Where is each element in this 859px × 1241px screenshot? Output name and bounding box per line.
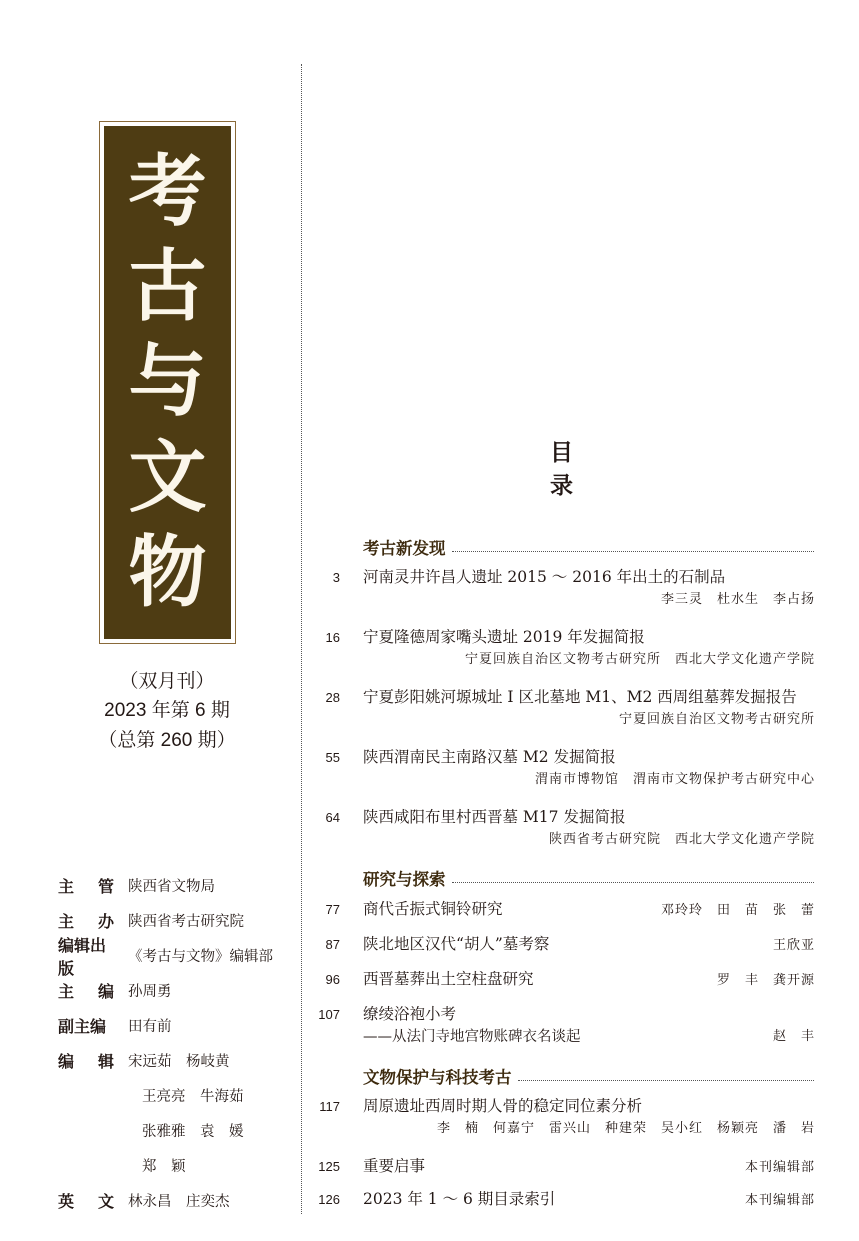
publication-frequency: （双月刊）: [119, 670, 215, 692]
article-title[interactable]: 西晋墓葬出土空柱盘研究: [363, 970, 534, 988]
staff-row: [58, 1113, 298, 1148]
article-author: 宁夏回族自治区文物考古研究所: [618, 712, 815, 727]
staff-role: 主 办: [58, 912, 114, 931]
article-title[interactable]: 宁夏隆德周家嘴头遗址 2019 年发掘简报: [363, 628, 645, 646]
section-heading: 研究与探索: [363, 866, 814, 890]
article-title[interactable]: 2023 年 1 ～ 6 期目录索引: [363, 1190, 556, 1208]
page-number: 87: [325, 937, 340, 952]
staff-row: [58, 1043, 298, 1078]
article-author: 宁夏回族自治区文物考古研究所 西北大学文化遗产学院: [464, 652, 815, 667]
staff-row: [58, 935, 298, 978]
article-author: 本刊编辑部: [744, 1160, 815, 1175]
toc-entry[interactable]: [300, 625, 815, 671]
article-title[interactable]: 陕西渭南民主南路汉墓 M2 发掘简报: [363, 748, 616, 766]
article-author: 本刊编辑部: [744, 1193, 815, 1208]
article-author: 王欣亚: [772, 938, 815, 953]
staff-row: [58, 1008, 298, 1043]
article-author: 陕西省考古研究院 西北大学文化遗产学院: [548, 832, 815, 847]
issue-number: 2023 年第 6 期: [104, 700, 230, 721]
issue-info: [60, 666, 274, 756]
journal-title-panel: [104, 126, 231, 639]
article-subtitle: ——从法门寺地宫物账碑衣名谈起: [363, 1029, 581, 1045]
article-title[interactable]: 周原遗址西周时期人骨的稳定同位素分析: [363, 1097, 643, 1115]
toc-entry[interactable]: [300, 897, 815, 921]
staff-value: 孙周勇: [128, 984, 172, 1000]
article-author: 赵 丰: [772, 1029, 815, 1044]
toc-entry[interactable]: [300, 1154, 815, 1178]
staff-row: [58, 1148, 298, 1183]
page-number: 117: [319, 1099, 340, 1114]
page-number: 16: [325, 630, 340, 645]
staff-row: [58, 973, 298, 1008]
staff-role: 副主编: [58, 1017, 107, 1036]
staff-row: [58, 1078, 298, 1113]
staff-value: 张雅雅 袁 媛: [142, 1124, 244, 1140]
section-heading: 考古新发现: [363, 535, 814, 559]
article-author: 李 楠 何嘉宁 雷兴山 种建荣 吴小红 杨颖亮 潘 岩: [436, 1121, 815, 1136]
journal-title-char: 与: [128, 336, 207, 428]
article-author: 渭南市博物馆 渭南市文物保护考古研究中心: [534, 772, 815, 787]
page-number: 126: [318, 1192, 340, 1207]
article-title[interactable]: 重要启事: [363, 1157, 426, 1175]
article-author: 罗 丰 龚开源: [716, 973, 815, 988]
journal-title-char: 物: [128, 527, 207, 619]
staff-row: [58, 1183, 298, 1218]
article-title[interactable]: 陕西咸阳布里村西晋墓 M17 发掘简报: [363, 808, 626, 826]
staff-value: 陕西省考古研究院: [128, 914, 244, 930]
toc-entry[interactable]: [300, 1094, 815, 1140]
toc-title: 目录: [550, 439, 597, 499]
journal-title-char: 考: [128, 145, 207, 237]
article-author: 李三灵 杜水生 李占扬: [660, 592, 815, 607]
journal-title-char: 文: [128, 431, 207, 523]
total-issue-number: （总第 260 期）: [98, 730, 236, 751]
page-number: 3: [332, 570, 340, 585]
toc-entry[interactable]: [300, 745, 815, 791]
article-title[interactable]: 商代舌振式铜铃研究: [363, 900, 503, 918]
staff-value: 王亮亮 牛海茹: [142, 1089, 244, 1105]
page-number: 77: [325, 902, 340, 917]
staff-row: [58, 868, 298, 903]
masthead-staff: [58, 868, 298, 1218]
article-title[interactable]: 缭绫浴袍小考: [363, 1005, 457, 1023]
staff-role: 英 文: [58, 1192, 114, 1211]
staff-value: 田有前: [128, 1019, 172, 1035]
staff-value: 《考古与文物》编辑部: [128, 949, 273, 965]
journal-title-char: 古: [128, 241, 207, 333]
staff-role: 编辑出版: [58, 935, 107, 978]
toc-entry[interactable]: [300, 805, 815, 851]
article-title[interactable]: 宁夏彭阳姚河塬城址 I 区北墓地 M1、M2 西周组墓葬发掘报告: [363, 688, 797, 706]
article-title[interactable]: 河南灵井许昌人遗址 2015 ～ 2016 年出土的石制品: [363, 568, 726, 586]
page-number: 107: [318, 1007, 340, 1022]
staff-value: 郑 颖: [142, 1159, 186, 1175]
page-number: 64: [325, 810, 340, 825]
toc-entry[interactable]: [300, 1002, 815, 1048]
toc-entry[interactable]: [300, 967, 815, 991]
staff-value: 林永昌 庄奕杰: [128, 1194, 230, 1210]
section-heading: 文物保护与科技考古: [363, 1064, 814, 1088]
page-number: 28: [325, 690, 340, 705]
staff-role: 主 管: [58, 877, 114, 896]
toc-entry[interactable]: [300, 932, 815, 956]
toc-entry[interactable]: [300, 685, 815, 731]
staff-role: 编 辑: [58, 1052, 114, 1071]
staff-role: 主 编: [58, 982, 114, 1001]
page-number: 125: [318, 1159, 340, 1174]
page-number: 96: [325, 972, 340, 987]
staff-value: 陕西省文物局: [128, 879, 215, 895]
journal-title-block: [99, 121, 236, 644]
staff-value: 宋远茹 杨岐黄: [128, 1054, 230, 1070]
page-number: 55: [325, 750, 340, 765]
toc-entry[interactable]: [300, 1187, 815, 1211]
toc-entry[interactable]: [300, 565, 815, 611]
article-author: 邓玲玲 田 苗 张 蕾: [660, 903, 815, 918]
article-title[interactable]: 陕北地区汉代“胡人”墓考察: [363, 935, 550, 953]
